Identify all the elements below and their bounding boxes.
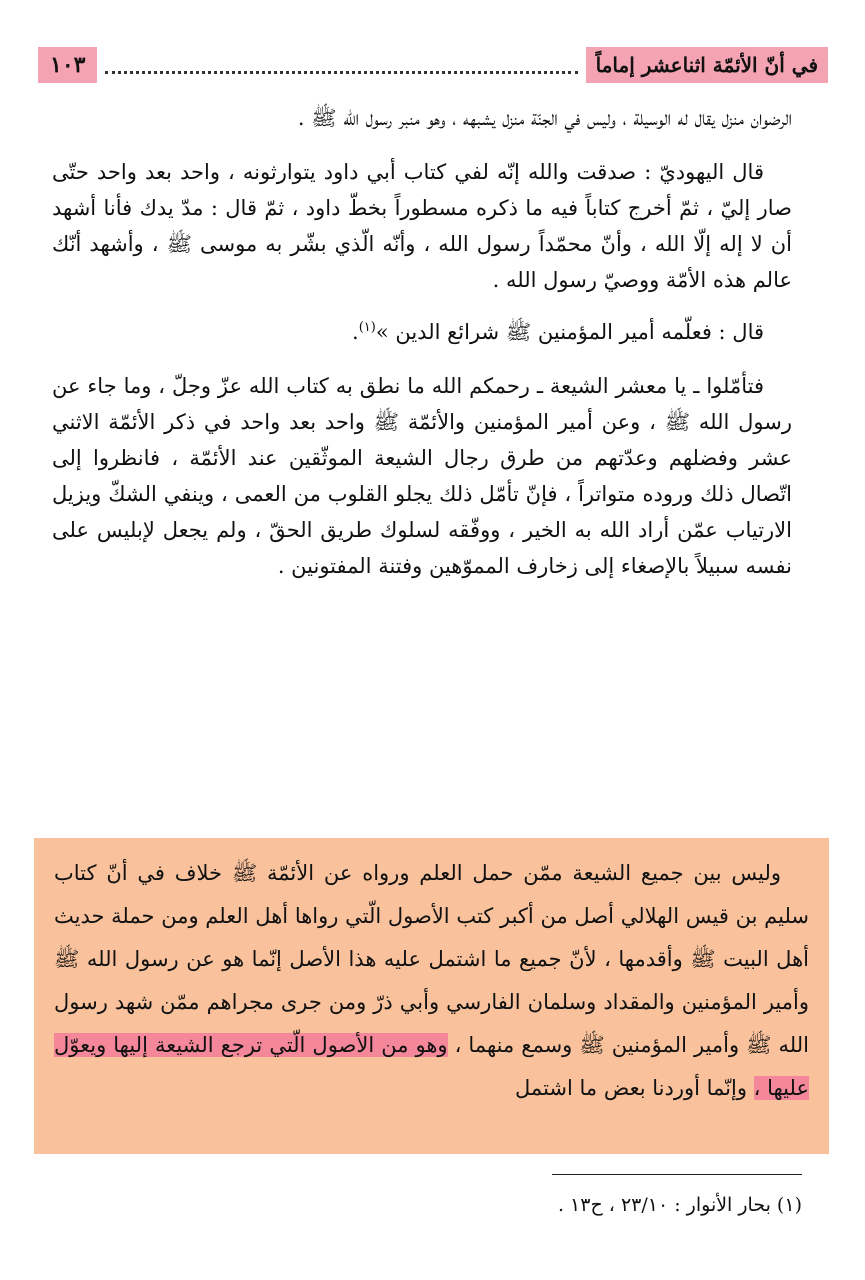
footnote-divider bbox=[552, 1174, 802, 1175]
paragraph: قال : فعلّمه أمير المؤمنين ﷺ شرائع الدين »$^{(١)}$. bbox=[352, 320, 764, 344]
paragraph-text: قال : فعلّمه أمير المؤمنين ﷺ شرائع الدين » bbox=[375, 320, 764, 344]
paragraph: فتأمّلوا ـ يا معشر الشيعة ـ رحمكم الله ما نطق به كتاب الله عزّ وجلّ ، وما جاء عن رسول الله ﷺ ، وعن أمير المؤمنين والأئمّة ﷺ واحد بعد واحد في ذكر الأئمّة الاثني عشر وفضلهم وعدّتهم من طرق رجال الشيعة الموثّقين عند الأئمّة ، فانظروا إلى اتّصال ذلك وروده متواتراً ، فإنّ تأمّل ذلك يجلو القلوب من العمى ، وينفي الشكّ ويزيل الارتياب عمّن أراد الله به الخير ، ووفّقه لسلوك طريق الحقّ ، ولم يجعل لإبليس على نفسه سبيلاً بالإصغاء إلى زخارف المموّهين وفتنة المفتونين . bbox=[52, 374, 792, 578]
page-number: ١٠٣ bbox=[38, 47, 97, 83]
footnote-ref: (١) bbox=[358, 320, 376, 335]
footnote: (١) بحار الأنوار : ٢٣/١٠ ، ح١٣ . bbox=[557, 1194, 802, 1216]
paragraph: قال اليهوديّ : صدقت والله إنّه لفي كتاب أبي داود يتوارثونه ، واحد بعد واحد حتّى صار إليّ ، ثمّ أخرج كتاباً فيه ما ذكره مسطوراً بخطّ داود ، ثمّ قال : مدّ يدك فأنا أشهد أن لا إله إلّا الله ، وأنّ محمّداً رسول الله ، وأنّه الّذي بشّر به موسى ﷺ ، وأشهد أنّك عالم هذه الأمّة ووصيّ رسول الله . bbox=[52, 160, 792, 292]
paragraph: الرضوان منزل يقال له الوسيلة ، وليس في الجنّة منزل يشبهه ، وهو منبر رسول الله ﷺ . bbox=[297, 106, 792, 130]
header-leader-dots bbox=[105, 57, 577, 74]
highlight-text: وليس بين جميع الشيعة ممّن حمل العلم ورواه عن الأئمّة ﷺ خلاف في أنّ كتاب سليم بن قيس الهلالي أصل من أكبر كتب الأصول الّتي رواها أهل العلم ومن حملة حديث أهل البيت ﷺ وأقدمها ، لأنّ جميع ما اشتمل عليه هذا الأصل إنّما هو عن رسول الله ﷺ وأمير المؤمنين والمقداد وسلمان الفارسي وأبي ذرّ ومن جرى مجراهم ممّن شهد رسول الله ﷺ وأمير المؤمنين ﷺ وسمع منهما ، bbox=[54, 861, 809, 1057]
red-marked-text: وهو من الأصول الّتي ترجع الشيعة إليها ويعوّل عليها ، bbox=[54, 1033, 809, 1100]
highlight-text-end: وإنّما أوردنا بعض ما اشتمل bbox=[515, 1076, 754, 1100]
main-text bbox=[52, 100, 792, 602]
highlighted-passage bbox=[34, 838, 829, 1154]
running-header-title: في أنّ الأئمّة اثناعشر إماماً bbox=[586, 47, 828, 83]
highlighted-paragraph bbox=[54, 852, 809, 1110]
running-header bbox=[38, 46, 828, 84]
